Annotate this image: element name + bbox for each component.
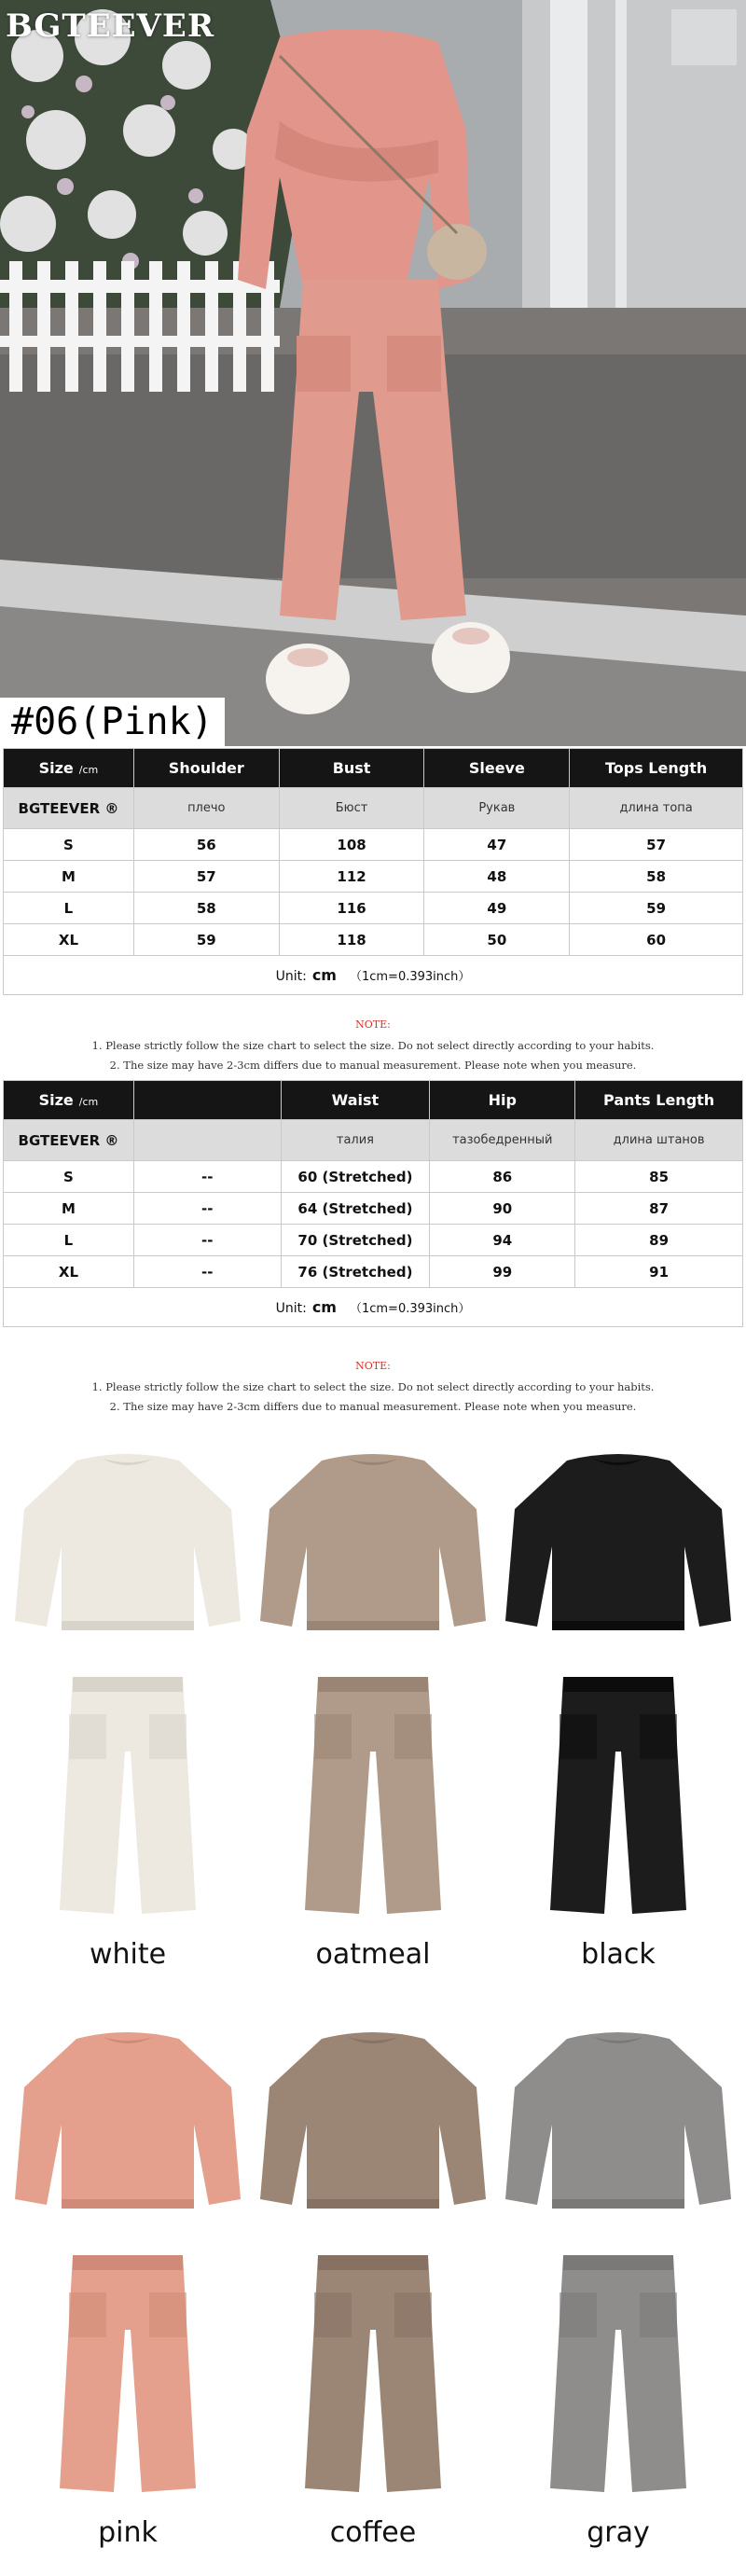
- header-size: Size /cm: [4, 749, 134, 788]
- note-line: 2. The size may have 2-3cm differs due to manual measurement. Please note when you measure.: [109, 1400, 637, 1413]
- note-line: 1. Please strictly follow the size chart to select the size. Do not select directly according to your habits.: [91, 1039, 655, 1052]
- color-swatch-pink[interactable]: [11, 2022, 244, 2507]
- cell: 58: [570, 861, 743, 893]
- table-row: [4, 1256, 743, 1288]
- translation-row: [4, 1120, 743, 1161]
- color-swatch-oatmeal[interactable]: [256, 1444, 490, 1929]
- color-name-white: white: [89, 1938, 167, 1971]
- pants-size-table: [3, 1080, 743, 1327]
- sub-sleeve: Рукав: [424, 788, 570, 829]
- cell: 87: [575, 1193, 743, 1225]
- color-name-coffee: coffee: [329, 2516, 417, 2549]
- header-tops-length: Tops Length: [570, 749, 743, 788]
- sub-shoulder: плечо: [133, 788, 279, 829]
- color-name-pink: pink: [98, 2516, 158, 2549]
- color-name-oatmeal: oatmeal: [315, 1938, 431, 1971]
- cell: 118: [279, 924, 424, 956]
- note-title: NOTE:: [355, 1018, 391, 1031]
- header-waist: Waist: [281, 1081, 430, 1120]
- cell: --: [133, 1225, 281, 1256]
- unit-cell: Unit: cm （1cm=0.393inch）: [4, 956, 743, 995]
- cell: 90: [430, 1193, 575, 1225]
- color-swatch-black[interactable]: [502, 1444, 735, 1929]
- cell: 108: [279, 829, 424, 861]
- table-row: [4, 861, 743, 893]
- cell: XL: [4, 924, 134, 956]
- color-swatch-white[interactable]: [11, 1444, 244, 1929]
- cell: M: [4, 861, 134, 893]
- header-pants-length: Pants Length: [575, 1081, 743, 1120]
- translation-row: [4, 788, 743, 829]
- brand-watermark: BGTEEVER: [6, 7, 215, 45]
- garment-illustration: [11, 1444, 244, 1929]
- table-row: [4, 1161, 743, 1193]
- cell: S: [4, 1161, 134, 1193]
- table-header-row: [4, 749, 743, 788]
- cell: 70 (Stretched): [281, 1225, 430, 1256]
- sub-brand: BGTEEVER ®: [4, 1120, 134, 1161]
- cell: 94: [430, 1225, 575, 1256]
- table-header-row: [4, 1081, 743, 1120]
- size-note-1: [0, 1018, 746, 1075]
- cell: 58: [133, 893, 279, 924]
- size-note-2: [0, 1360, 746, 1417]
- cell: 49: [424, 893, 570, 924]
- table-row: [4, 924, 743, 956]
- sub-length: длина штанов: [575, 1120, 743, 1161]
- garment-illustration: [256, 1444, 490, 1929]
- unit-cell: Unit: cm （1cm=0.393inch）: [4, 1288, 743, 1327]
- table-row: [4, 893, 743, 924]
- header-bust: Bust: [279, 749, 424, 788]
- cell: 57: [570, 829, 743, 861]
- garment-illustration: [256, 2022, 490, 2507]
- cell: L: [4, 893, 134, 924]
- garment-illustration: [11, 2022, 244, 2507]
- color-name-gray: gray: [587, 2516, 650, 2549]
- cell: 76 (Stretched): [281, 1256, 430, 1288]
- garment-illustration: [502, 2022, 735, 2507]
- header-hip: Hip: [430, 1081, 575, 1120]
- sub-empty: [133, 1120, 281, 1161]
- cell: 59: [570, 893, 743, 924]
- tops-size-table: [3, 748, 743, 995]
- cell: XL: [4, 1256, 134, 1288]
- table-row: [4, 1225, 743, 1256]
- note-line: 1. Please strictly follow the size chart to select the size. Do not select directly according to your habits.: [91, 1380, 655, 1393]
- sub-hip: тазобедренный: [430, 1120, 575, 1161]
- cell: 116: [279, 893, 424, 924]
- color-swatch-gray[interactable]: [502, 2022, 735, 2507]
- cell: 56: [133, 829, 279, 861]
- header-size: Size /cm: [4, 1081, 134, 1120]
- cell: 89: [575, 1225, 743, 1256]
- table-row: [4, 1193, 743, 1225]
- unit-row: [4, 956, 743, 995]
- sub-length: длина топа: [570, 788, 743, 829]
- header-empty: [133, 1081, 281, 1120]
- cell: 57: [133, 861, 279, 893]
- sub-brand: BGTEEVER ®: [4, 788, 134, 829]
- hero-photo: [0, 0, 746, 746]
- cell: 85: [575, 1161, 743, 1193]
- cell: 60: [570, 924, 743, 956]
- cell: --: [133, 1161, 281, 1193]
- unit-row: [4, 1288, 743, 1327]
- table-row: [4, 829, 743, 861]
- header-shoulder: Shoulder: [133, 749, 279, 788]
- cell: 48: [424, 861, 570, 893]
- note-title: NOTE:: [355, 1360, 391, 1372]
- color-swatch-coffee[interactable]: [256, 2022, 490, 2507]
- color-name-black: black: [581, 1938, 656, 1971]
- model-illustration: [0, 0, 746, 746]
- note-line: 2. The size may have 2-3cm differs due to manual measurement. Please note when you measure.: [109, 1059, 637, 1072]
- cell: M: [4, 1193, 134, 1225]
- cell: 91: [575, 1256, 743, 1288]
- sub-bust: Бюст: [279, 788, 424, 829]
- cell: 59: [133, 924, 279, 956]
- cell: --: [133, 1256, 281, 1288]
- cell: L: [4, 1225, 134, 1256]
- cell: 64 (Stretched): [281, 1193, 430, 1225]
- sub-waist: талия: [281, 1120, 430, 1161]
- garment-illustration: [502, 1444, 735, 1929]
- cell: --: [133, 1193, 281, 1225]
- variant-label: #06(Pink): [0, 698, 225, 746]
- cell: 99: [430, 1256, 575, 1288]
- cell: 60 (Stretched): [281, 1161, 430, 1193]
- cell: S: [4, 829, 134, 861]
- cell: 112: [279, 861, 424, 893]
- cell: 50: [424, 924, 570, 956]
- cell: 86: [430, 1161, 575, 1193]
- cell: 47: [424, 829, 570, 861]
- header-sleeve: Sleeve: [424, 749, 570, 788]
